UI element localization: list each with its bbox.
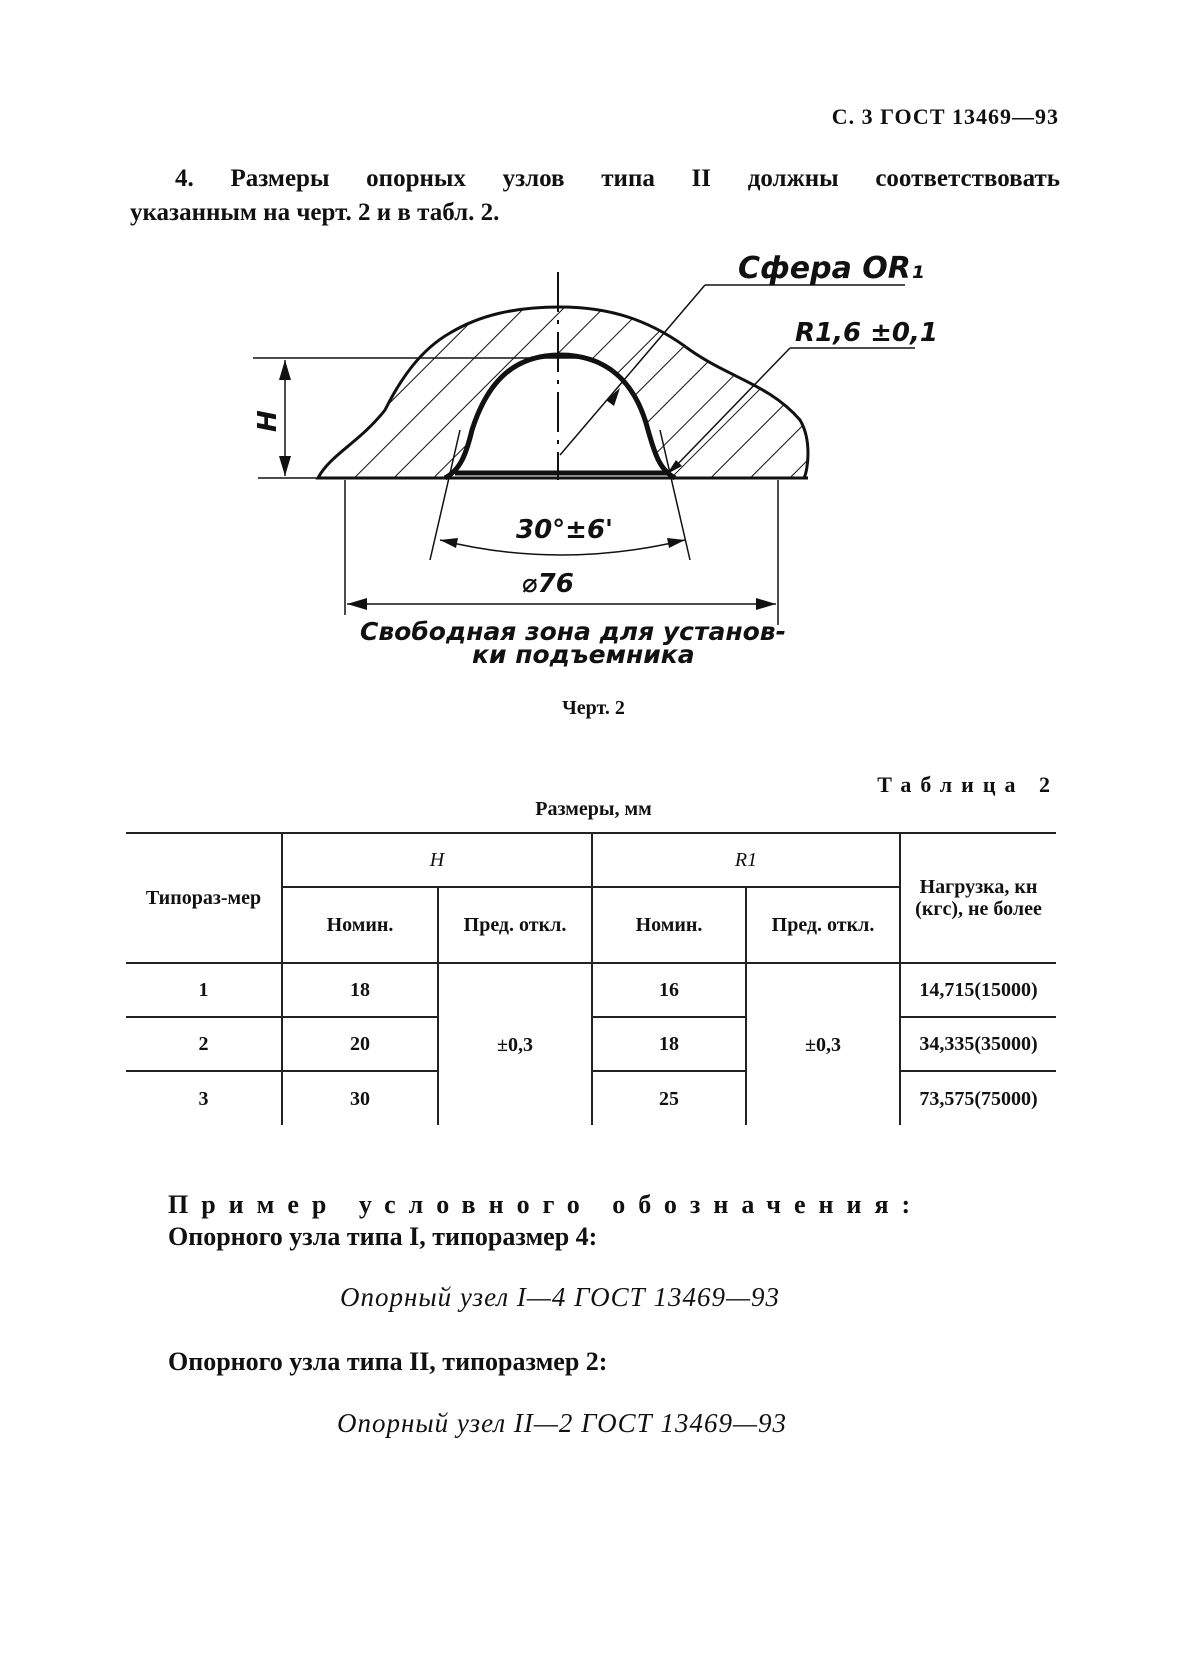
- table-row: [126, 963, 1056, 1017]
- cell-r: 18: [592, 1017, 746, 1071]
- cell-r-tol: ±0,3: [746, 963, 900, 1125]
- example-designation-1: Опорный узел I—4 ГОСТ 13469—93: [340, 1282, 780, 1312]
- sphere-label: Сфера OR₁: [738, 251, 925, 286]
- angle-label: 30°±6': [516, 515, 614, 545]
- cell-h: 18: [282, 963, 438, 1017]
- example-heading: Пример условного обозначения:: [168, 1190, 924, 1219]
- header-r1-tol: Пред. откл.: [746, 887, 900, 963]
- height-label: H: [253, 410, 283, 432]
- header-load: Нагрузка, кн (кгс), не более: [900, 833, 1056, 963]
- cell-size: 2: [126, 1017, 282, 1071]
- paragraph-4: [130, 162, 1060, 230]
- zone-label-line-2: ки подъемника: [472, 640, 695, 669]
- cell-h: 30: [282, 1071, 438, 1125]
- example-designation-2: Опорный узел II—2 ГОСТ 13469—93: [337, 1408, 787, 1438]
- radius-label: R1,6 ±0,1: [795, 318, 938, 348]
- paragraph-4-line-1: 4. Размеры опорных узлов типа II должны соответствовать: [175, 165, 1060, 192]
- page-header: С. 3 ГОСТ 13469—93: [831, 104, 1059, 129]
- table-units: Размеры, мм: [535, 798, 652, 820]
- figure-caption: Черт. 2: [562, 697, 625, 719]
- table-title: Таблица 2: [877, 772, 1059, 797]
- header-h-nom: Номин.: [282, 887, 438, 963]
- header-r1: R1: [592, 833, 900, 887]
- technical-drawing: [0, 240, 1187, 680]
- diameter-label: ⌀76: [522, 569, 574, 599]
- cell-load: 14,715(15000): [900, 963, 1056, 1017]
- header-h-tol: Пред. откл.: [438, 887, 592, 963]
- dimensions-table: [126, 832, 1056, 1125]
- cell-load: 34,335(35000): [900, 1017, 1056, 1071]
- cell-h-tol: ±0,3: [438, 963, 592, 1125]
- example-line-1: Опорного узла типа I, типоразмер 4:: [168, 1222, 598, 1251]
- cell-h: 20: [282, 1017, 438, 1071]
- cell-size: 1: [126, 963, 282, 1017]
- paragraph-4-line-2: указанным на черт. 2 и в табл. 2.: [130, 199, 500, 226]
- header-type-size: Типораз-мер: [126, 833, 282, 963]
- zone-label-line-1: Свободная зона для установ-: [360, 617, 786, 646]
- cell-size: 3: [198, 1087, 209, 1110]
- cell-load: 73,575(75000): [900, 1071, 1056, 1125]
- cell-r: 16: [592, 963, 746, 1017]
- cell-r: 25: [592, 1071, 746, 1125]
- header-r1-nom: Номин.: [592, 887, 746, 963]
- example-line-2: Опорного узла типа II, типоразмер 2:: [168, 1347, 608, 1376]
- header-h: H: [282, 833, 592, 887]
